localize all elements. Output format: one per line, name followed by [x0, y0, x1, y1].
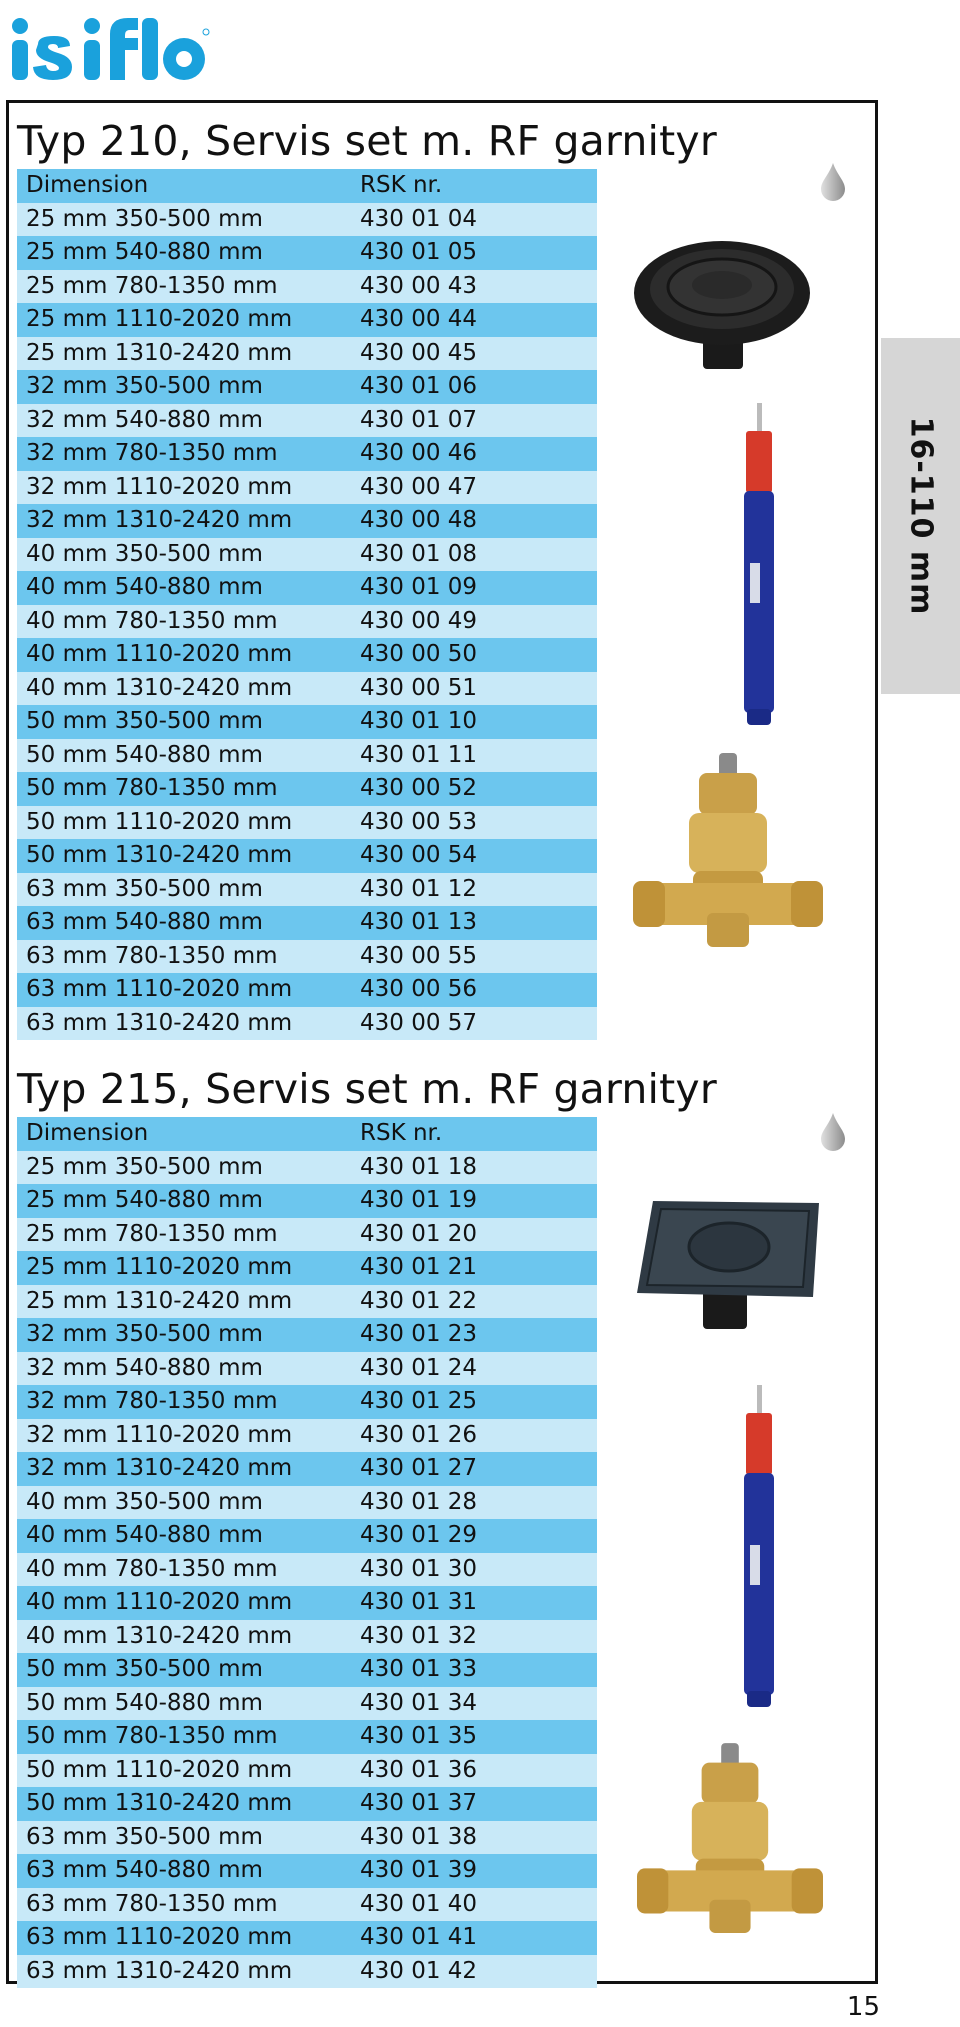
table-row	[17, 571, 597, 605]
water-drop-icon	[819, 1111, 847, 1151]
table-row	[17, 1754, 597, 1788]
table-row	[17, 1218, 597, 1252]
rsk-number-cell: 430 01 20	[360, 1220, 478, 1247]
dimension-cell: 63 mm 1310-2420 mm	[26, 1957, 293, 1984]
dimension-cell: 40 mm 540-880 mm	[26, 1522, 263, 1548]
section-typ-210	[17, 113, 717, 1040]
rsk-number-cell: 430 01 31	[360, 1589, 478, 1615]
dimension-cell: 50 mm 1110-2020 mm	[26, 1756, 293, 1783]
table-row	[17, 404, 597, 438]
rsk-number-cell: 430 01 28	[360, 1488, 478, 1515]
table-row	[17, 1821, 597, 1855]
rsk-number-cell: 430 01 07	[360, 406, 478, 433]
dimension-cell: 32 mm 780-1350 mm	[26, 1388, 278, 1414]
product-table	[17, 169, 597, 1040]
rsk-number-cell: 430 01 06	[360, 373, 478, 399]
table-row	[17, 1184, 597, 1218]
table-row	[17, 973, 597, 1007]
table-row	[17, 839, 597, 873]
rsk-number-cell: 430 01 12	[360, 875, 478, 902]
rsk-number-cell: 430 01 04	[360, 205, 478, 232]
dimension-cell: 50 mm 350-500 mm	[26, 708, 263, 734]
rsk-number-cell: 430 01 35	[360, 1723, 478, 1749]
table-body	[17, 1151, 597, 1989]
dimension-cell: 40 mm 1310-2420 mm	[26, 674, 293, 701]
table-row	[17, 471, 597, 505]
rsk-number-cell: 430 01 41	[360, 1924, 478, 1950]
table-row	[17, 270, 597, 304]
column-header-dimension: Dimension	[26, 1120, 149, 1146]
dimension-cell: 25 mm 350-500 mm	[26, 205, 263, 232]
dimension-cell: 40 mm 780-1350 mm	[26, 1555, 278, 1582]
table-row	[17, 1720, 597, 1754]
table-row	[17, 1419, 597, 1453]
rsk-number-cell: 430 00 47	[360, 473, 478, 500]
dimension-cell: 50 mm 1110-2020 mm	[26, 808, 293, 835]
table-row	[17, 1620, 597, 1654]
dimension-cell: 40 mm 1110-2020 mm	[26, 641, 293, 667]
dimension-cell: 32 mm 350-500 mm	[26, 1321, 263, 1347]
rsk-number-cell: 430 01 26	[360, 1421, 478, 1448]
rsk-number-cell: 430 00 50	[360, 641, 478, 667]
rsk-number-cell: 430 01 25	[360, 1388, 478, 1414]
table-row	[17, 370, 597, 404]
table-row	[17, 1385, 597, 1419]
section-title: Typ 215, Servis set m. RF garnityr	[17, 1065, 717, 1113]
section-typ-215	[17, 1061, 717, 1988]
valve-rod-image	[729, 1385, 789, 1711]
dimension-cell: 63 mm 540-880 mm	[26, 1857, 263, 1883]
table-row	[17, 1653, 597, 1687]
rsk-number-cell: 430 01 36	[360, 1756, 478, 1783]
rsk-number-cell: 430 01 33	[360, 1656, 478, 1682]
dimension-cell: 63 mm 1110-2020 mm	[26, 976, 293, 1002]
table-row	[17, 1452, 597, 1486]
square-street-cover-image	[633, 1193, 819, 1333]
dimension-cell: 63 mm 1310-2420 mm	[26, 1009, 293, 1036]
dimension-cell: 63 mm 780-1350 mm	[26, 1890, 278, 1917]
rsk-number-cell: 430 01 19	[360, 1187, 478, 1213]
table-row	[17, 1787, 597, 1821]
table-row	[17, 1687, 597, 1721]
rsk-number-cell: 430 01 22	[360, 1287, 478, 1314]
rsk-number-cell: 430 01 27	[360, 1455, 478, 1481]
size-range-tab	[881, 338, 960, 694]
rsk-number-cell: 430 00 43	[360, 272, 478, 299]
rsk-number-cell: 430 00 46	[360, 440, 478, 466]
dimension-cell: 25 mm 1310-2420 mm	[26, 339, 293, 366]
dimension-cell: 50 mm 1310-2420 mm	[26, 1790, 293, 1816]
rsk-number-cell: 430 01 30	[360, 1555, 478, 1582]
dimension-cell: 63 mm 350-500 mm	[26, 875, 263, 902]
rsk-number-cell: 430 01 40	[360, 1890, 478, 1917]
table-row	[17, 437, 597, 471]
round-street-cover-image	[631, 233, 813, 373]
dimension-cell: 25 mm 1110-2020 mm	[26, 306, 293, 332]
table-row	[17, 1318, 597, 1352]
rsk-number-cell: 430 01 42	[360, 1957, 478, 1984]
dimension-cell: 25 mm 780-1350 mm	[26, 272, 278, 299]
rsk-number-cell: 430 01 21	[360, 1254, 478, 1280]
rsk-number-cell: 430 01 37	[360, 1790, 478, 1816]
table-row	[17, 538, 597, 572]
dimension-cell: 40 mm 780-1350 mm	[26, 607, 278, 634]
rsk-number-cell: 430 01 29	[360, 1522, 478, 1548]
rsk-number-cell: 430 01 13	[360, 909, 478, 935]
table-row	[17, 504, 597, 538]
dimension-cell: 63 mm 350-500 mm	[26, 1823, 263, 1850]
table-row	[17, 1854, 597, 1888]
rsk-number-cell: 430 00 49	[360, 607, 478, 634]
page-number: 15	[846, 1992, 880, 2022]
dimension-cell: 25 mm 540-880 mm	[26, 239, 263, 265]
column-header-rsk: RSK nr.	[360, 1120, 443, 1146]
rsk-number-cell: 430 01 08	[360, 540, 478, 567]
dimension-cell: 25 mm 780-1350 mm	[26, 1220, 278, 1247]
rsk-number-cell: 430 00 55	[360, 942, 478, 969]
dimension-cell: 50 mm 350-500 mm	[26, 1656, 263, 1682]
rsk-number-cell: 430 01 38	[360, 1823, 478, 1850]
dimension-cell: 50 mm 780-1350 mm	[26, 775, 278, 801]
table-row	[17, 1285, 597, 1319]
table-row	[17, 203, 597, 237]
dimension-cell: 32 mm 1110-2020 mm	[26, 1421, 293, 1448]
rsk-number-cell: 430 01 32	[360, 1622, 478, 1649]
table-row	[17, 303, 597, 337]
rsk-number-cell: 430 01 34	[360, 1689, 478, 1716]
rsk-number-cell: 430 00 51	[360, 674, 478, 701]
table-row	[17, 605, 597, 639]
rsk-number-cell: 430 01 39	[360, 1857, 478, 1883]
dimension-cell: 40 mm 350-500 mm	[26, 540, 263, 567]
table-row	[17, 1955, 597, 1989]
product-table	[17, 1117, 597, 1988]
dimension-cell: 40 mm 350-500 mm	[26, 1488, 263, 1515]
section-title: Typ 210, Servis set m. RF garnityr	[17, 117, 717, 165]
rsk-number-cell: 430 00 44	[360, 306, 478, 332]
table-row	[17, 672, 597, 706]
rsk-number-cell: 430 01 18	[360, 1153, 478, 1180]
rsk-number-cell: 430 00 48	[360, 507, 478, 533]
dimension-cell: 25 mm 1110-2020 mm	[26, 1254, 293, 1280]
rsk-number-cell: 430 00 52	[360, 775, 478, 801]
dimension-cell: 25 mm 540-880 mm	[26, 1187, 263, 1213]
table-row	[17, 236, 597, 270]
table-row	[17, 1251, 597, 1285]
dimension-cell: 63 mm 780-1350 mm	[26, 942, 278, 969]
dimension-cell: 50 mm 540-880 mm	[26, 1689, 263, 1716]
dimension-cell: 32 mm 780-1350 mm	[26, 440, 278, 466]
table-row	[17, 1586, 597, 1620]
rsk-number-cell: 430 01 24	[360, 1354, 478, 1381]
brass-valve-image	[637, 1743, 823, 1939]
rsk-number-cell: 430 01 05	[360, 239, 478, 265]
table-body	[17, 203, 597, 1041]
table-row	[17, 705, 597, 739]
rsk-number-cell: 430 01 09	[360, 574, 478, 600]
rsk-number-cell: 430 00 57	[360, 1009, 478, 1036]
table-row	[17, 906, 597, 940]
dimension-cell: 25 mm 1310-2420 mm	[26, 1287, 293, 1314]
table-row	[17, 1519, 597, 1553]
dimension-cell: 50 mm 1310-2420 mm	[26, 842, 293, 868]
dimension-cell: 32 mm 1310-2420 mm	[26, 507, 293, 533]
product-frame	[6, 100, 878, 1984]
valve-rod-image	[729, 403, 789, 729]
table-row	[17, 638, 597, 672]
column-header-rsk: RSK nr.	[360, 172, 443, 198]
dimension-cell: 40 mm 1310-2420 mm	[26, 1622, 293, 1649]
table-row	[17, 1921, 597, 1955]
dimension-cell: 63 mm 540-880 mm	[26, 909, 263, 935]
table-row	[17, 1007, 597, 1041]
rsk-number-cell: 430 00 56	[360, 976, 478, 1002]
rsk-number-cell: 430 00 53	[360, 808, 478, 835]
dimension-cell: 63 mm 1110-2020 mm	[26, 1924, 293, 1950]
table-row	[17, 1151, 597, 1185]
size-range-label: 16-110 mm	[903, 416, 938, 616]
rsk-number-cell: 430 01 23	[360, 1321, 478, 1347]
table-header-row	[17, 169, 597, 203]
rsk-number-cell: 430 00 54	[360, 842, 478, 868]
table-row	[17, 337, 597, 371]
table-row	[17, 873, 597, 907]
dimension-cell: 50 mm 540-880 mm	[26, 741, 263, 768]
rsk-number-cell: 430 01 11	[360, 741, 478, 768]
column-header-dimension: Dimension	[26, 172, 149, 198]
table-row	[17, 739, 597, 773]
rsk-number-cell: 430 00 45	[360, 339, 478, 366]
table-row	[17, 940, 597, 974]
dimension-cell: 32 mm 1110-2020 mm	[26, 473, 293, 500]
brass-valve-image	[633, 753, 823, 953]
dimension-cell: 40 mm 1110-2020 mm	[26, 1589, 293, 1615]
table-row	[17, 1888, 597, 1922]
isiflo-logo	[6, 14, 210, 86]
table-row	[17, 806, 597, 840]
dimension-cell: 32 mm 350-500 mm	[26, 373, 263, 399]
dimension-cell: 32 mm 540-880 mm	[26, 406, 263, 433]
table-row	[17, 1352, 597, 1386]
dimension-cell: 25 mm 350-500 mm	[26, 1153, 263, 1180]
water-drop-icon	[819, 161, 847, 201]
dimension-cell: 32 mm 1310-2420 mm	[26, 1455, 293, 1481]
dimension-cell: 50 mm 780-1350 mm	[26, 1723, 278, 1749]
dimension-cell: 40 mm 540-880 mm	[26, 574, 263, 600]
table-row	[17, 1486, 597, 1520]
rsk-number-cell: 430 01 10	[360, 708, 478, 734]
table-header-row	[17, 1117, 597, 1151]
dimension-cell: 32 mm 540-880 mm	[26, 1354, 263, 1381]
table-row	[17, 772, 597, 806]
table-row	[17, 1553, 597, 1587]
